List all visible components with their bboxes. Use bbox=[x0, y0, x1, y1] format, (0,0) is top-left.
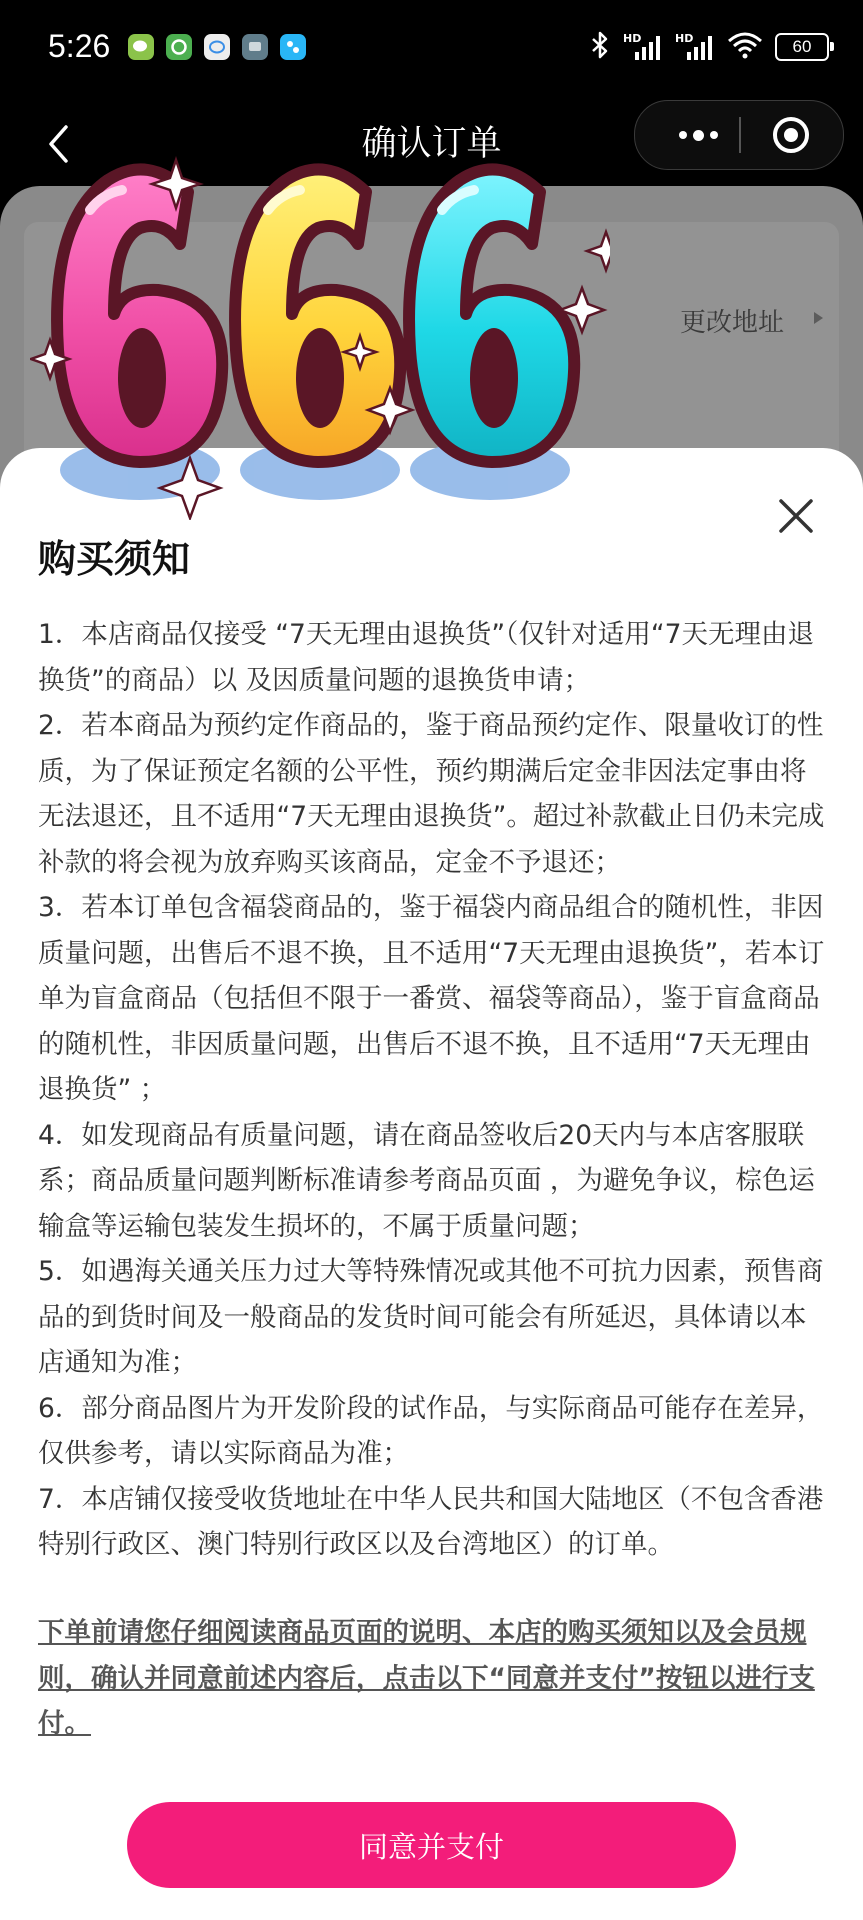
hd-label-1: HD bbox=[623, 32, 642, 45]
notice-paragraph: 1．本店商品仅接受 “7天无理由退换货”（仅针对适用“7天无理由退换货”的商品）以 及因质量问题的退换货申请； bbox=[38, 619, 814, 696]
purchase-notice-sheet bbox=[0, 448, 863, 1920]
notice-paragraph: 4．如发现商品有质量问题，请在商品签收后20天内与本店客服联系；商品质量问题判断标准请参考商品页面 ，为避免争议，棕色运输盒等运输包装发生损坏的，不属于质量问题； bbox=[38, 1119, 815, 1242]
circle-app-icon bbox=[166, 34, 192, 60]
chat-bubble-icon bbox=[204, 34, 230, 60]
notice-content bbox=[38, 612, 828, 1568]
status-indicators bbox=[589, 30, 829, 64]
notice-paragraph: 3．若本订单包含福袋商品的，鉴于福袋内商品组合的随机性，非因质量问题，出售后不退不换，且不适用“7天无理由退换货”，若本订单为盲盒商品（包括但不限于一番赏、福袋等商品），鉴于盲盒商品的随机性，非因质量问题，出售后不退不换，且不适用“7天无理由退换货” ； bbox=[38, 892, 825, 1105]
dot-icon bbox=[679, 131, 687, 139]
close-button[interactable] bbox=[768, 488, 824, 544]
dot-icon bbox=[693, 130, 704, 141]
notice-paragraph: 5．如遇海关通关压力过大等特殊情况或其他不可抗力因素，预售商品的到货时间及一般商品的发货时间可能会有所延迟，具体请以本店通知为准； bbox=[38, 1256, 824, 1378]
sheet-title: 购买须知 bbox=[38, 537, 191, 581]
notice-paragraph: 7．本店铺仅接受收货地址在中华人民共和国大陆地区（不包含香港特别行政区、澳门特别行政区以及台湾地区）的订单。 bbox=[38, 1483, 824, 1560]
bluetooth-icon bbox=[589, 30, 611, 64]
sparkle-icon bbox=[587, 232, 610, 270]
close-miniprogram-button[interactable] bbox=[753, 109, 829, 161]
blue-app-icon bbox=[280, 34, 306, 60]
digit-six-yellow bbox=[235, 169, 400, 462]
dot-icon bbox=[710, 131, 718, 139]
more-button[interactable] bbox=[657, 109, 739, 161]
notice-paragraph: 2．若本商品为预约定作商品的，鉴于商品预约定作、限量收订的性质，为了保证预定名额的公平性，预约期满后定金非因法定事由将无法退还，且不适用“7天无理由退换货”。超过补款截止日仍未完成补款的将会视为放弃购买该商品，定金不予退还； bbox=[38, 710, 825, 878]
sticker-666 bbox=[30, 140, 610, 520]
page-title: 确认订单 bbox=[361, 124, 502, 164]
triangle-right-icon bbox=[814, 312, 823, 324]
agreement-notice: 下单前请您仔细阅读商品页面的说明、本店的购买须知以及会员规则，确认并同意前述内容后，点击以下“同意并支付”按钮以进行支付。 bbox=[38, 1617, 815, 1739]
notice-paragraph: 6．部分商品图片为开发阶段的试作品，与实际商品可能存在差异，仅供参考，请以实际商品为准； bbox=[38, 1392, 824, 1469]
status-time: 5:26 bbox=[48, 28, 111, 64]
signal-icon-1 bbox=[623, 32, 663, 62]
close-icon bbox=[776, 496, 816, 536]
notification-icons bbox=[128, 34, 306, 60]
wifi-icon bbox=[727, 31, 763, 63]
agree-and-pay-button[interactable]: 同意并支付 bbox=[127, 1802, 736, 1888]
battery-level: 60 bbox=[792, 37, 812, 56]
change-address-link[interactable]: 更改地址 bbox=[680, 308, 785, 338]
digit-six-pink bbox=[57, 169, 222, 462]
capsule-divider bbox=[739, 117, 741, 153]
signal-icon-2 bbox=[675, 32, 715, 62]
wechat-green-icon bbox=[128, 34, 154, 60]
digit-six-cyan bbox=[409, 169, 574, 462]
status-bar bbox=[0, 0, 863, 98]
hd-label-2: HD bbox=[675, 32, 694, 45]
chat-dark-icon bbox=[242, 34, 268, 60]
mini-program-capsule bbox=[634, 100, 844, 170]
battery-icon bbox=[775, 33, 829, 61]
target-circle-icon bbox=[771, 115, 811, 155]
